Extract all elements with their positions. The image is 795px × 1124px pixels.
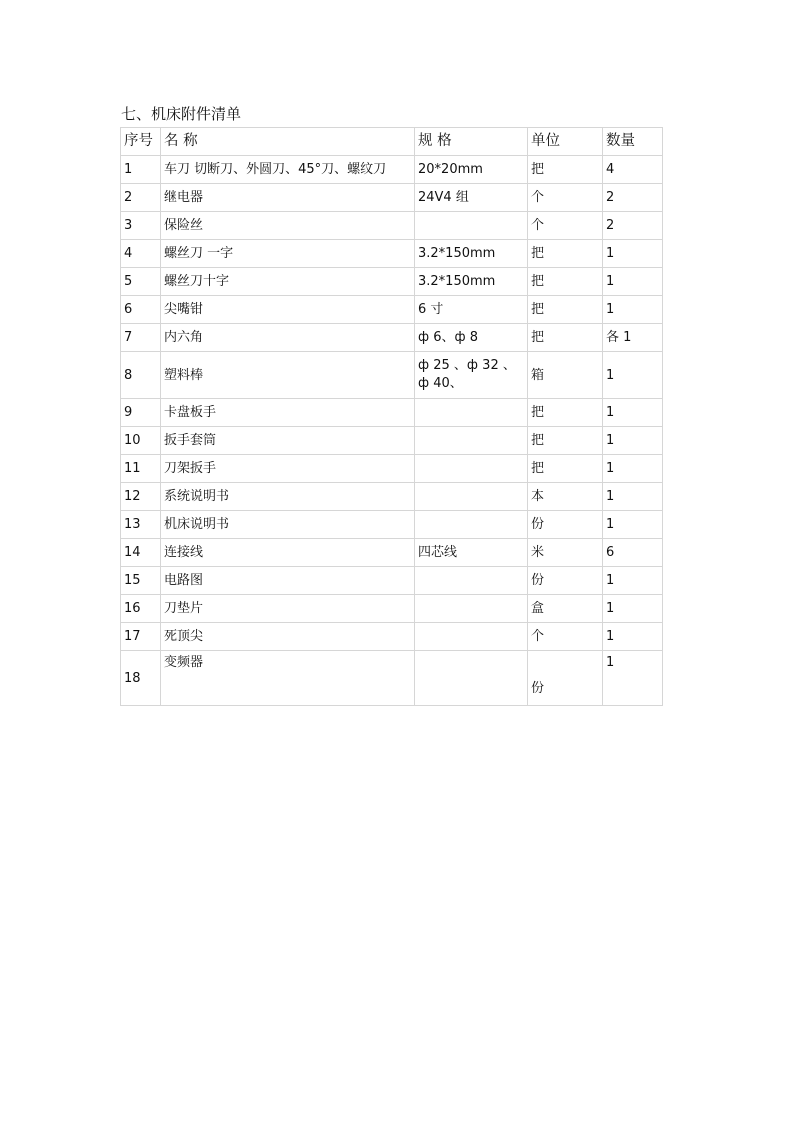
cell-spec bbox=[415, 511, 528, 539]
cell-unit: 份 bbox=[528, 511, 603, 539]
cell-spec bbox=[415, 212, 528, 240]
cell-spec: 3.2*150mm bbox=[415, 240, 528, 268]
cell-spec bbox=[415, 455, 528, 483]
cell-spec bbox=[415, 651, 528, 706]
cell-unit: 把 bbox=[528, 268, 603, 296]
cell-name: 继电器 bbox=[161, 184, 415, 212]
cell-name: 死顶尖 bbox=[161, 623, 415, 651]
cell-spec: ф 25 、ф 32 、ф 40、 bbox=[415, 352, 528, 399]
cell-no: 1 bbox=[121, 156, 161, 184]
cell-spec bbox=[415, 567, 528, 595]
cell-qty: 各 1 bbox=[603, 324, 663, 352]
cell-no: 14 bbox=[121, 539, 161, 567]
cell-unit: 个 bbox=[528, 212, 603, 240]
cell-no: 11 bbox=[121, 455, 161, 483]
cell-unit: 箱 bbox=[528, 352, 603, 399]
cell-name: 刀架扳手 bbox=[161, 455, 415, 483]
cell-name: 卡盘板手 bbox=[161, 399, 415, 427]
cell-unit: 个 bbox=[528, 623, 603, 651]
cell-no: 8 bbox=[121, 352, 161, 399]
cell-qty: 1 bbox=[603, 399, 663, 427]
cell-no: 16 bbox=[121, 595, 161, 623]
cell-name: 内六角 bbox=[161, 324, 415, 352]
cell-name: 螺丝刀十字 bbox=[161, 268, 415, 296]
cell-unit: 把 bbox=[528, 296, 603, 324]
cell-qty: 6 bbox=[603, 539, 663, 567]
cell-name: 电路图 bbox=[161, 567, 415, 595]
cell-no: 4 bbox=[121, 240, 161, 268]
cell-spec: 24V4 组 bbox=[415, 184, 528, 212]
cell-qty: 1 bbox=[603, 240, 663, 268]
table-row bbox=[121, 539, 663, 567]
cell-qty: 1 bbox=[603, 352, 663, 399]
table-row bbox=[121, 427, 663, 455]
table-row bbox=[121, 623, 663, 651]
cell-no: 5 bbox=[121, 268, 161, 296]
cell-qty: 4 bbox=[603, 156, 663, 184]
table-row bbox=[121, 156, 663, 184]
table-row bbox=[121, 567, 663, 595]
cell-name: 连接线 bbox=[161, 539, 415, 567]
cell-name: 变频器 bbox=[161, 651, 415, 706]
cell-spec: 3.2*150mm bbox=[415, 268, 528, 296]
cell-no: 9 bbox=[121, 399, 161, 427]
table-row bbox=[121, 483, 663, 511]
cell-no: 12 bbox=[121, 483, 161, 511]
table-row bbox=[121, 455, 663, 483]
cell-name: 扳手套筒 bbox=[161, 427, 415, 455]
cell-unit: 盒 bbox=[528, 595, 603, 623]
table-row bbox=[121, 651, 663, 706]
cell-unit: 个 bbox=[528, 184, 603, 212]
cell-name: 车刀 切断刀、外圆刀、45°刀、螺纹刀 bbox=[161, 156, 415, 184]
cell-unit: 份 bbox=[528, 567, 603, 595]
cell-name: 系统说明书 bbox=[161, 483, 415, 511]
cell-name: 尖嘴钳 bbox=[161, 296, 415, 324]
cell-no: 2 bbox=[121, 184, 161, 212]
cell-qty: 1 bbox=[603, 623, 663, 651]
cell-qty: 2 bbox=[603, 184, 663, 212]
cell-qty: 2 bbox=[603, 212, 663, 240]
cell-name: 螺丝刀 一字 bbox=[161, 240, 415, 268]
cell-name: 保险丝 bbox=[161, 212, 415, 240]
cell-spec bbox=[415, 595, 528, 623]
cell-qty: 1 bbox=[603, 296, 663, 324]
table-row bbox=[121, 296, 663, 324]
table-row bbox=[121, 184, 663, 212]
cell-spec: ф 6、ф 8 bbox=[415, 324, 528, 352]
header-spec: 规 格 bbox=[415, 128, 528, 156]
cell-unit: 份 bbox=[528, 651, 603, 706]
table-row bbox=[121, 399, 663, 427]
cell-no: 17 bbox=[121, 623, 161, 651]
cell-spec bbox=[415, 399, 528, 427]
cell-name: 刀垫片 bbox=[161, 595, 415, 623]
header-qty: 数量 bbox=[603, 128, 663, 156]
table-row bbox=[121, 268, 663, 296]
table-row bbox=[121, 240, 663, 268]
cell-no: 6 bbox=[121, 296, 161, 324]
table-row bbox=[121, 595, 663, 623]
cell-spec: 四芯线 bbox=[415, 539, 528, 567]
cell-unit: 把 bbox=[528, 399, 603, 427]
table-row bbox=[121, 352, 663, 399]
cell-spec: 20*20mm bbox=[415, 156, 528, 184]
cell-qty: 1 bbox=[603, 483, 663, 511]
cell-qty: 1 bbox=[603, 511, 663, 539]
cell-no: 3 bbox=[121, 212, 161, 240]
cell-no: 10 bbox=[121, 427, 161, 455]
section-heading: 七、机床附件清单 bbox=[121, 105, 242, 123]
table-row bbox=[121, 324, 663, 352]
header-no: 序号 bbox=[121, 128, 161, 156]
cell-name: 塑料棒 bbox=[161, 352, 415, 399]
cell-no: 18 bbox=[121, 651, 161, 706]
cell-qty: 1 bbox=[603, 268, 663, 296]
cell-no: 13 bbox=[121, 511, 161, 539]
header-name: 名 称 bbox=[161, 128, 415, 156]
cell-unit: 把 bbox=[528, 156, 603, 184]
cell-unit: 把 bbox=[528, 455, 603, 483]
header-unit: 单位 bbox=[528, 128, 603, 156]
cell-unit: 米 bbox=[528, 539, 603, 567]
cell-spec bbox=[415, 427, 528, 455]
cell-qty: 1 bbox=[603, 595, 663, 623]
table-row bbox=[121, 511, 663, 539]
cell-spec: 6 寸 bbox=[415, 296, 528, 324]
cell-no: 7 bbox=[121, 324, 161, 352]
table-row bbox=[121, 212, 663, 240]
cell-spec bbox=[415, 623, 528, 651]
cell-name: 机床说明书 bbox=[161, 511, 415, 539]
cell-qty: 1 bbox=[603, 651, 663, 706]
cell-unit: 本 bbox=[528, 483, 603, 511]
cell-qty: 1 bbox=[603, 455, 663, 483]
cell-spec bbox=[415, 483, 528, 511]
table-header-row bbox=[121, 128, 663, 156]
cell-unit: 把 bbox=[528, 427, 603, 455]
cell-unit: 把 bbox=[528, 324, 603, 352]
cell-unit: 把 bbox=[528, 240, 603, 268]
cell-qty: 1 bbox=[603, 427, 663, 455]
cell-qty: 1 bbox=[603, 567, 663, 595]
cell-no: 15 bbox=[121, 567, 161, 595]
accessory-list-table bbox=[120, 127, 663, 706]
